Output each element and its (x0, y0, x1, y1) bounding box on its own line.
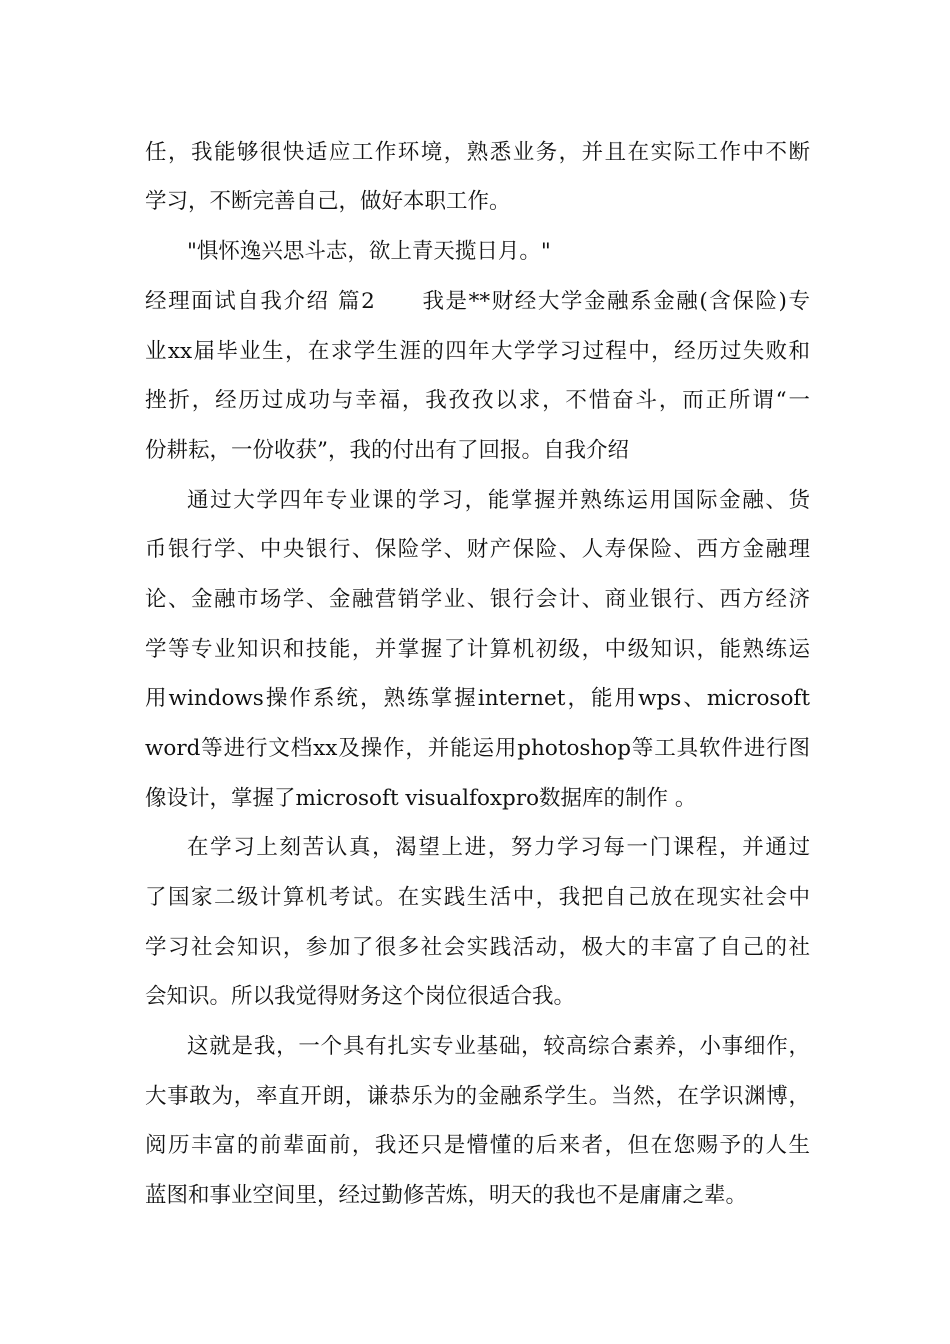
text-line: 这就是我，一个具有扎实专业基础，较高综合素养，小事细作， (187, 1034, 810, 1059)
text-line: 会知识。所以我觉得财务这个岗位很适合我。 (145, 984, 576, 1009)
text-line: 了国家二级计算机考试。在实践生活中，我把自己放在现实社会中 (145, 885, 810, 910)
text-line: 学等专业知识和技能，并掌握了计算机初级，中级知识，能熟练运 (145, 637, 810, 662)
text-line: 挫折，经历过成功与幸福，我孜孜以求，不惜奋斗，而正所谓“一 (145, 388, 810, 413)
text-line: 用windows操作系统，熟练掌握internet，能用wps、microsoft (145, 686, 810, 711)
section-heading-line: 经理面试自我介绍 篇2 我是**财经大学金融系金融(含保险)专 (145, 289, 810, 314)
text-line: 像设计，掌握了microsoft visualfoxpro数据库的制作 。 (145, 786, 697, 811)
text-line: 大事敢为，率直开朗，谦恭乐为的金融系学生。当然，在学识渊博， (145, 1084, 810, 1109)
text-line: 论、金融市场学、金融营销学业、银行会计、商业银行、西方经济 (145, 587, 810, 612)
text-line: 通过大学四年专业课的学习，能掌握并熟练运用国际金融、货 (187, 488, 810, 513)
text-line: 蓝图和事业空间里，经过勤修苦炼，明天的我也不是庸庸之辈。 (145, 1183, 748, 1208)
text-line: 学习社会知识，参加了很多社会实践活动，极大的丰富了自己的社 (145, 935, 810, 960)
text-line: 在学习上刻苦认真，渴望上进，努力学习每一门课程，并通过 (187, 835, 810, 860)
text-line: 阅历丰富的前辈面前，我还只是懵懂的后来者，但在您赐予的人生 (145, 1133, 810, 1158)
text-line: 学习，不断完善自己，做好本职工作。 (145, 189, 511, 214)
quote-line: "惧怀逸兴思斗志，欲上青天揽日月。" (187, 239, 551, 264)
text-line: 业xx届毕业生，在求学生涯的四年大学学习过程中，经历过失败和 (145, 339, 810, 364)
text-line: 份耕耘，一份收获”，我的付出有了回报。自我介绍 (145, 438, 629, 463)
text-line: 币银行学、中央银行、保险学、财产保险、人寿保险、西方金融理 (145, 537, 810, 562)
text-line: word等进行文档xx及操作，并能运用photoshop等工具软件进行图 (145, 736, 810, 761)
text-line: 任，我能够很快适应工作环境，熟悉业务，并且在实际工作中不断 (145, 140, 810, 165)
